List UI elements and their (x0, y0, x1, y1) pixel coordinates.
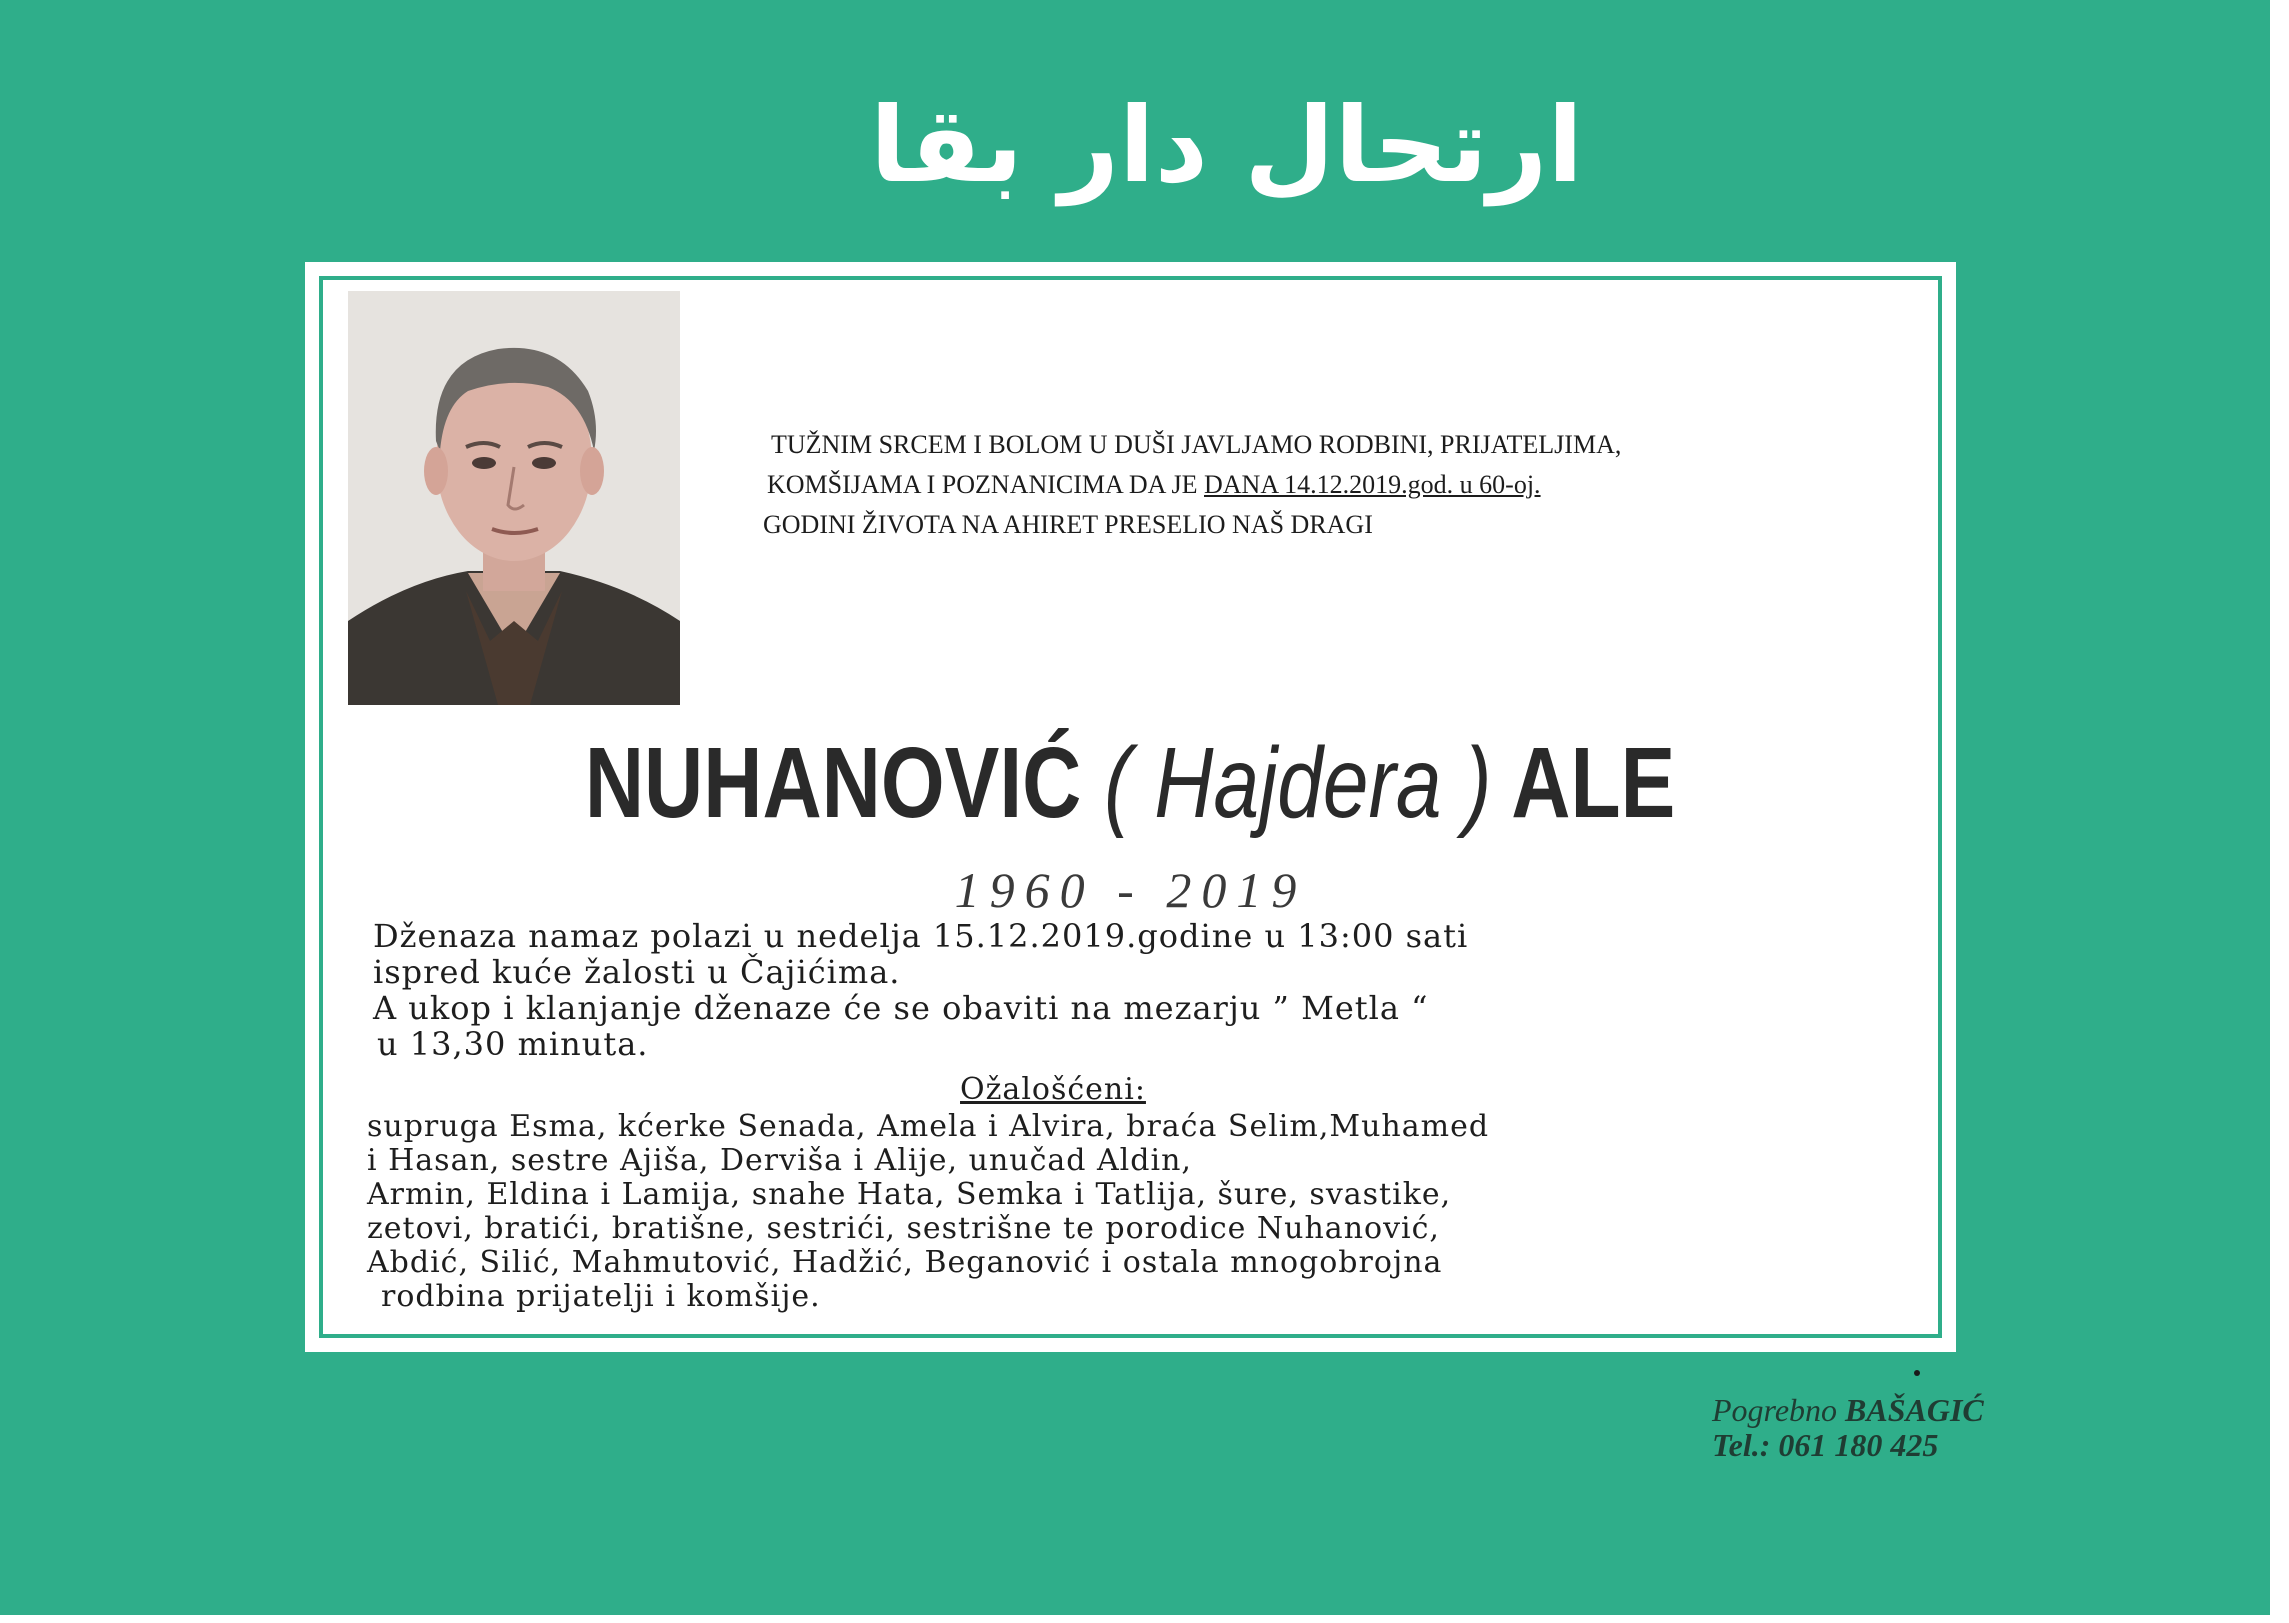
funeral-home-label: Pogrebno (1712, 1392, 1846, 1428)
arabic-inscription: ارتحال دار بقا (870, 84, 1584, 206)
portrait-illustration (348, 291, 680, 705)
funeral-home-name (1712, 1393, 1984, 1427)
deceased-name (468, 718, 1792, 848)
mourners-line: zetovi, bratići, bratišne, sestrići, sestrišne te porodice Nuhanović, (367, 1211, 1440, 1246)
funeral-home-brand: BAŠAGIĆ (1845, 1392, 1984, 1428)
intro-line: GODINI ŽIVOTA NA AHIRET PRESELIO NAŠ DRAGI (763, 510, 1373, 539)
life-years: 1960 - 2019 (954, 862, 1307, 918)
deceased-surname: NUHANOVIĆ (584, 727, 1082, 839)
announcement-line: Dženaza namaz polazi u nedelja 15.12.2019.godine u 13:00 sati (373, 917, 1469, 955)
notice-inner-border (319, 276, 1942, 1338)
intro-line: TUŽNIM SRCEM I BOLOM U DUŠI JAVLJAMO RODBINI, PRIJATELJIMA, (771, 430, 1622, 459)
portrait-photo (348, 291, 680, 705)
mourners-line: rodbina prijatelji i komšije. (381, 1279, 821, 1314)
intro-line-prefix: KOMŠIJAMA I POZNANICIMA DA JE (767, 470, 1204, 499)
funeral-home-phone: Tel.: 061 180 425 (1712, 1427, 1939, 1463)
mourners-line: Armin, Eldina i Lamija, snahe Hata, Semka i Tatlija, šure, svastike, (367, 1177, 1452, 1212)
intro-line (763, 465, 1583, 505)
notice-frame (305, 262, 1956, 1352)
funeral-announcement (373, 918, 1913, 1062)
mourners-line: supruga Esma, kćerke Senada, Amela i Alvira, braća Selim,Muhamed (367, 1109, 1490, 1144)
mourners-title: Ožalošćeni: (960, 1072, 1146, 1107)
death-date: DANA 14.12.2019.god. u 60-oj. (1204, 470, 1541, 499)
announcement-line: A ukop i klanjanje dženaze će se obaviti na mezarju ” Metla “ (373, 989, 1429, 1027)
mourners-line: Abdić, Silić, Mahmutović, Hadžić, Beganović i ostala mnogobrojna (367, 1245, 1443, 1280)
mourners-line: i Hasan, sestre Ajiša, Derviša i Alije, unučad Aldin, (367, 1143, 1192, 1178)
deceased-patronymic: ( Hajdera ) (1104, 727, 1492, 839)
intro-text (763, 425, 1622, 545)
mourners-list (367, 1110, 1927, 1314)
announcement-line: u 13,30 minuta. (377, 1025, 649, 1063)
print-dot (1914, 1370, 1920, 1376)
announcement-line: ispred kuće žalosti u Čajićima. (373, 953, 901, 991)
deceased-first-name: ALE (1511, 727, 1676, 839)
